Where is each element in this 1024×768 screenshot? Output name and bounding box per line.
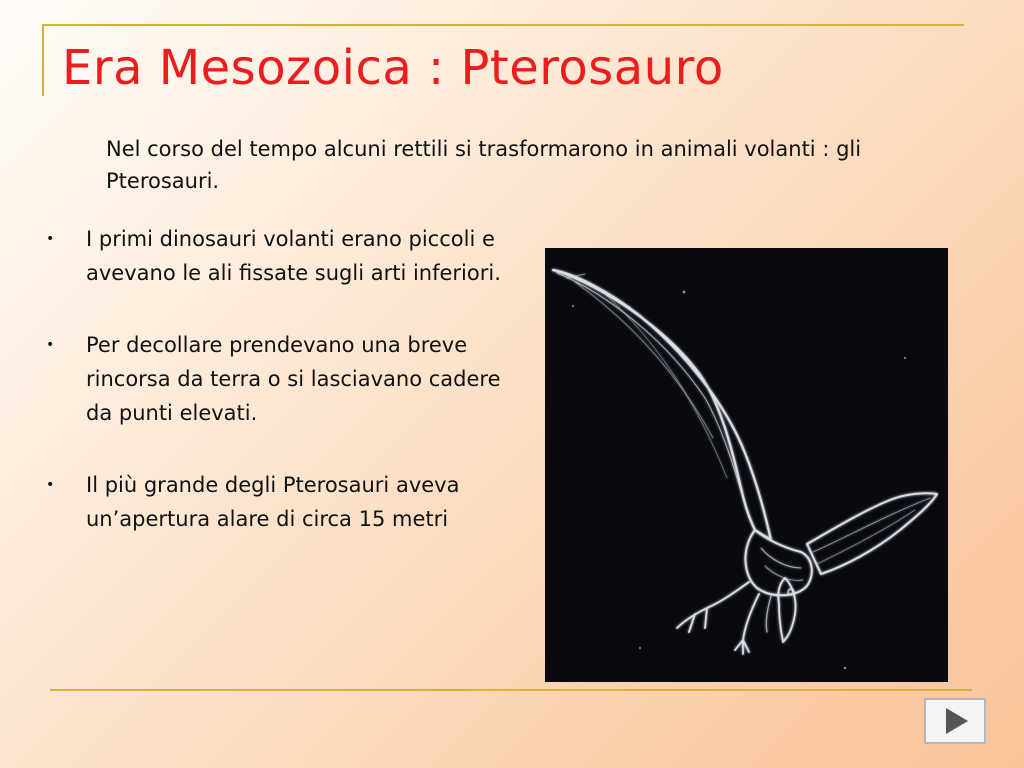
body xyxy=(745,530,811,595)
play-arrow-icon xyxy=(946,708,968,734)
pterosaur-illustration xyxy=(545,248,948,682)
bullet-list xyxy=(46,222,526,574)
intro-text: Nel corso del tempo alcuni rettili si trasformarono in animali volanti : gli Pterosauri. xyxy=(106,137,862,193)
bullet-dot: • xyxy=(46,477,55,493)
bullet-item xyxy=(46,222,526,290)
bullet-item xyxy=(46,328,526,430)
bullet-dot: • xyxy=(46,337,55,353)
head xyxy=(778,578,795,642)
left-divider xyxy=(42,24,44,96)
pterosaur-drawing xyxy=(545,248,948,682)
bullet-text: Il più grande degli Pterosauri aveva un’apertura alare di circa 15 metri xyxy=(86,473,460,531)
bullet-text: Per decollare prendevano una breve rincorsa da terra o si lasciavano cadere da punti elevati. xyxy=(86,333,501,425)
leg-left xyxy=(677,582,749,632)
next-slide-button[interactable] xyxy=(924,698,986,744)
bottom-divider xyxy=(50,689,972,691)
bullet-text: I primi dinosauri volanti erano piccoli e avevano le ali fissate sugli arti inferiori. xyxy=(86,227,501,285)
leg-right xyxy=(735,594,759,654)
bullet-dot: • xyxy=(46,231,55,247)
slide-title: Era Mesozoica : Pterosauro xyxy=(62,40,724,96)
bullet-item xyxy=(46,468,526,536)
top-divider xyxy=(42,24,964,26)
right-wing xyxy=(807,493,937,574)
left-wing xyxy=(553,270,771,540)
